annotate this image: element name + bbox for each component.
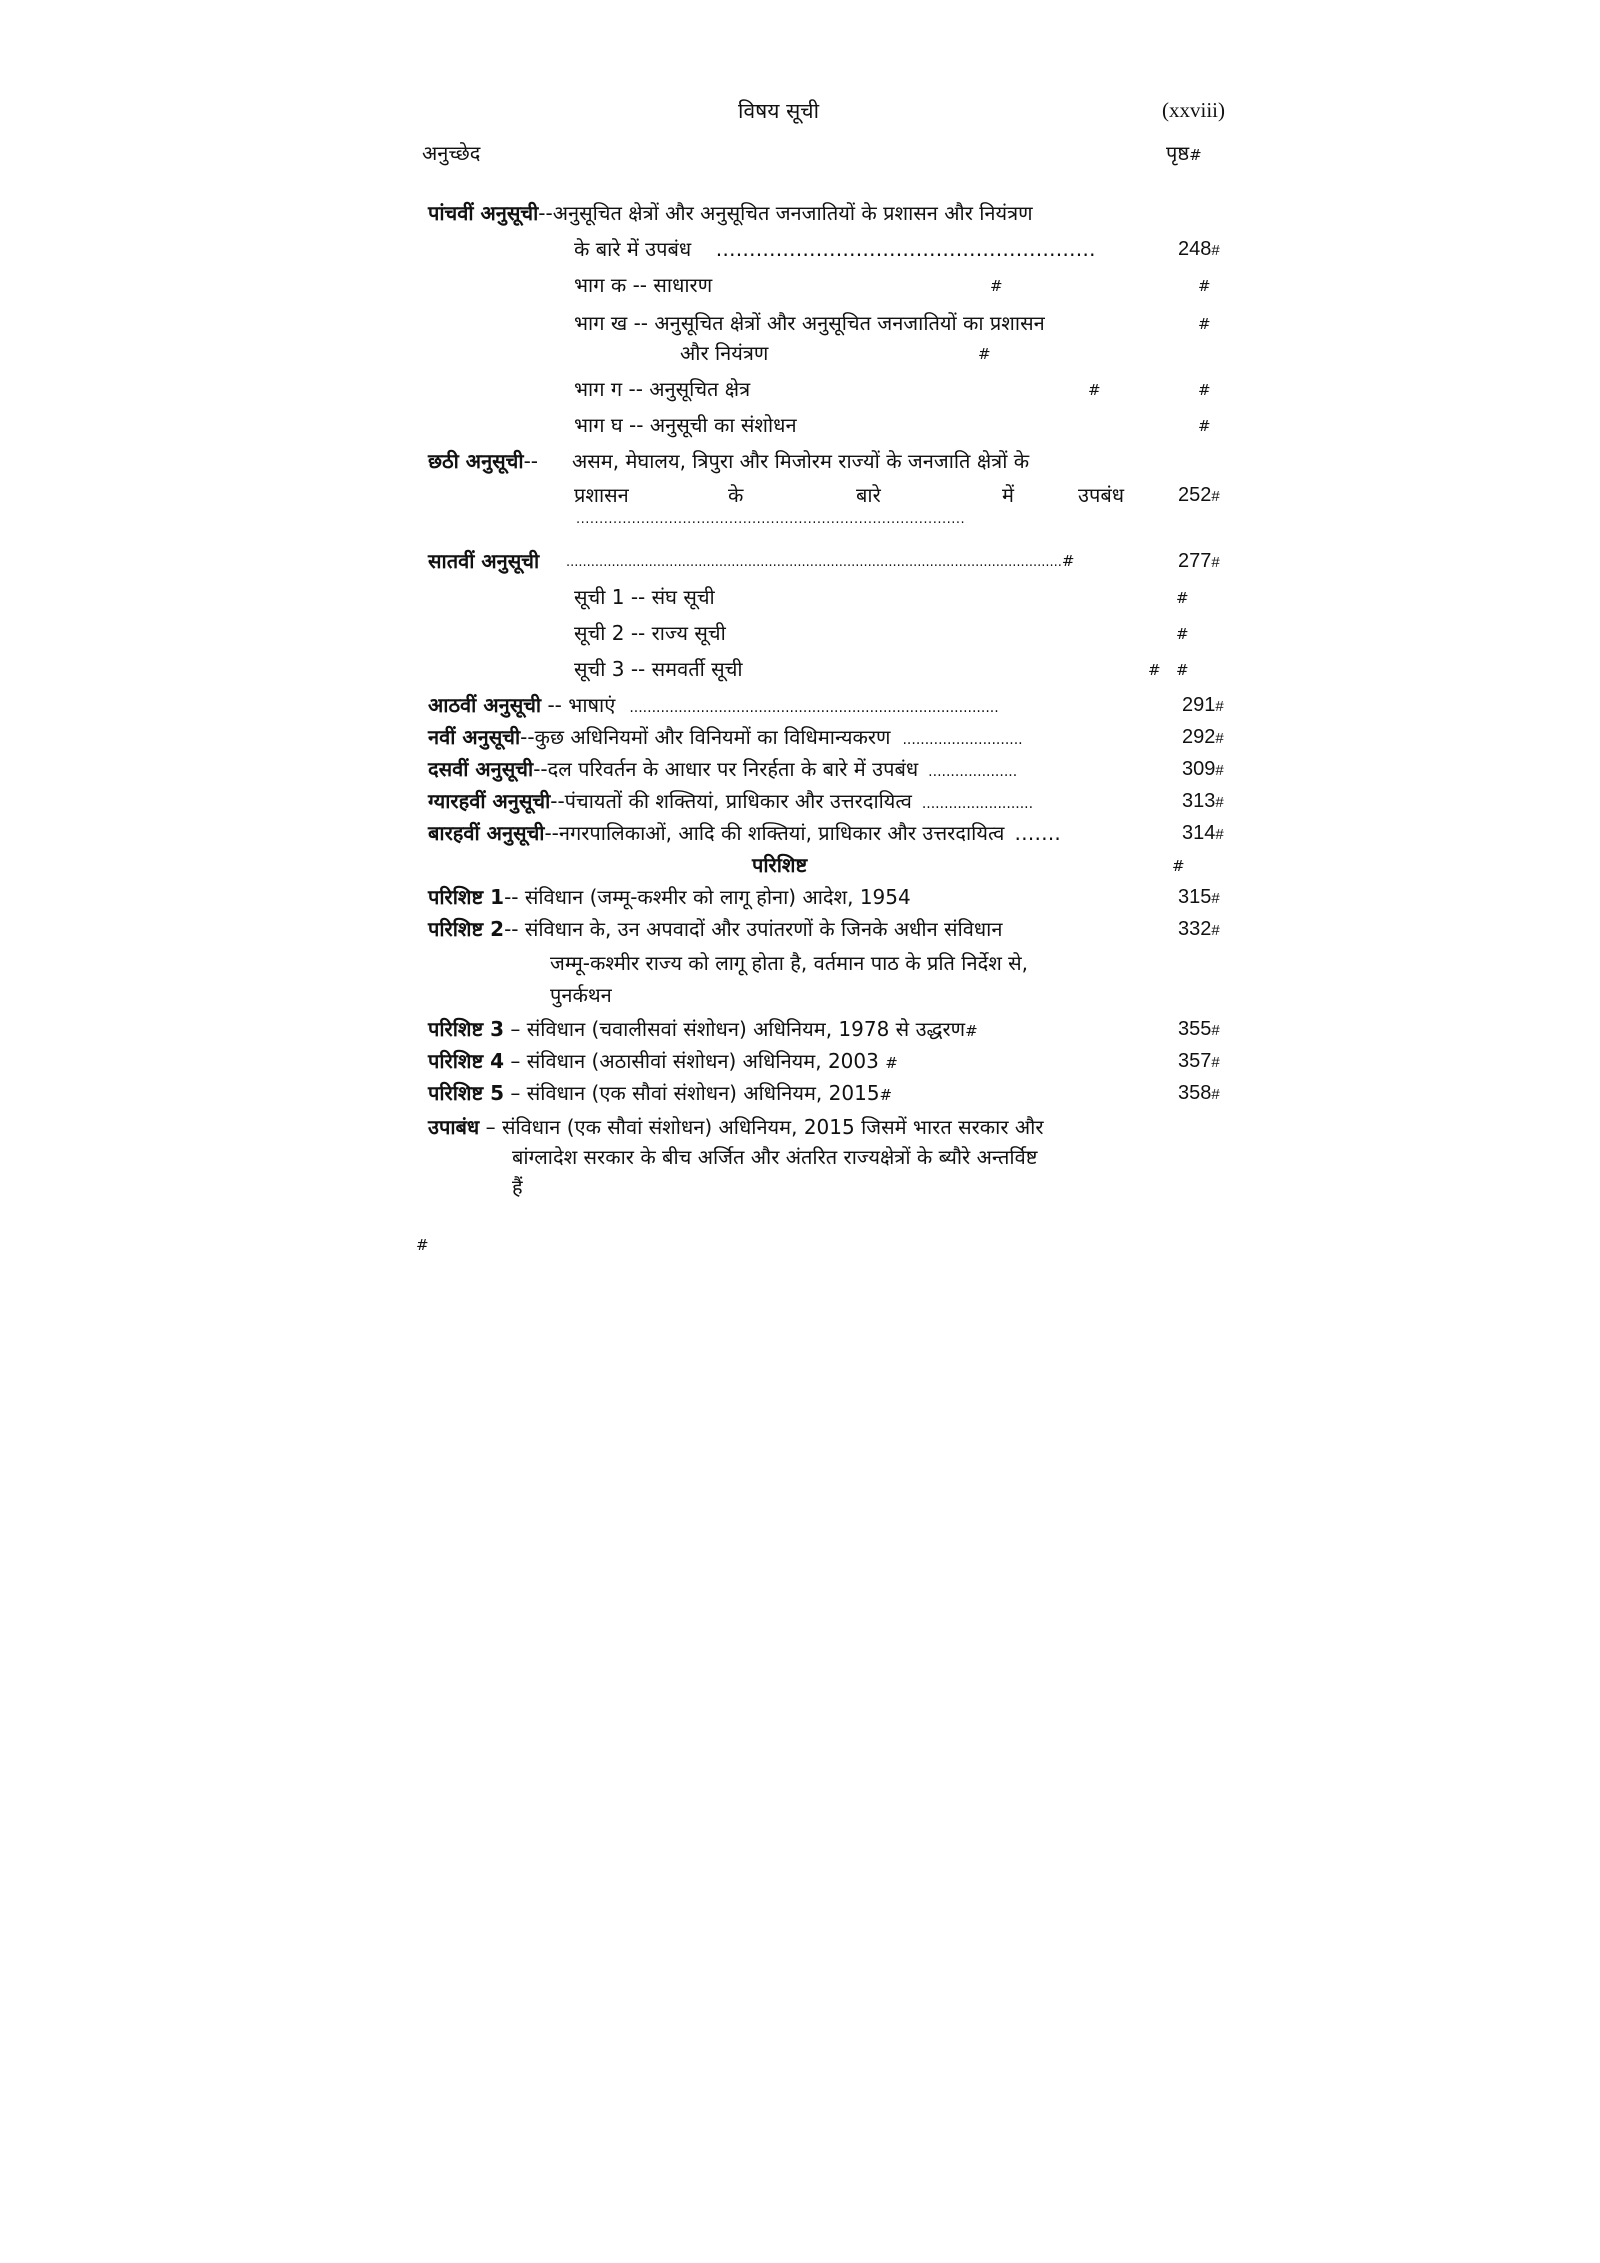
concurrent-list-hash-a: #	[1148, 661, 1161, 679]
eleventh-schedule-label: ग्यारहवीं अनुसूची	[428, 789, 551, 813]
part-d-label: भाग घ -- अनुसूची का संशोधन	[574, 413, 797, 437]
twelfth-schedule-page-hash: #	[1215, 826, 1224, 843]
appendix-3-page-hash: #	[1211, 1022, 1220, 1039]
appendix-2-page-number: 332	[1178, 918, 1212, 940]
appendix-heading-hash: #	[1172, 857, 1185, 875]
footer-hash: #	[416, 1236, 429, 1254]
appendix-5-label: परिशिष्ट 5	[428, 1081, 505, 1105]
eleventh-schedule-dots: .........................	[921, 796, 1034, 812]
sixth-schedule-title	[428, 448, 538, 474]
column-header-page-label: पृष्ठ	[1166, 141, 1190, 165]
fifth-schedule-page	[1178, 238, 1220, 261]
ninth-schedule-entry	[428, 724, 1023, 753]
tenth-schedule-text: --दल परिवर्तन के आधार पर निरर्हता के बारे में उपबंध	[533, 757, 919, 781]
appendix-5-entry	[428, 1080, 892, 1108]
fifth-schedule-page-number: 248	[1178, 238, 1212, 260]
appendix-3-text-hash: #	[965, 1022, 978, 1040]
eighth-schedule-dots: ...................................................................................	[629, 700, 999, 716]
part-d-hash: #	[1198, 417, 1211, 435]
annex-text: – संविधान (एक सौवां संशोधन) अधिनियम, 2015 जिसमें भारत सरकार और	[479, 1115, 1044, 1139]
eleventh-schedule-page-hash: #	[1215, 794, 1224, 811]
eighth-schedule-page	[1182, 694, 1224, 717]
part-c-hash: #	[1198, 381, 1211, 399]
ninth-schedule-label: नवीं अनुसूची	[428, 725, 521, 749]
eleventh-schedule-page-number: 313	[1182, 790, 1216, 812]
part-a-hash-mid: #	[990, 277, 1003, 295]
sixth-schedule-dots: ....................................................................................	[576, 512, 966, 527]
sixth-schedule-text: असम, मेघालय, त्रिपुरा और मिजोरम राज्यों के जनजाति क्षेत्रों के	[572, 449, 1030, 473]
eighth-schedule-page-number: 291	[1182, 694, 1216, 716]
ninth-schedule-dots: ...........................	[902, 732, 1023, 748]
seventh-schedule-page-hash: #	[1211, 554, 1220, 571]
tenth-schedule-page-number: 309	[1182, 758, 1216, 780]
sixth-schedule-label: छठी अनुसूची	[428, 449, 524, 473]
sixth-schedule-word-5: उपबंध	[1078, 483, 1125, 507]
appendix-5-page-hash: #	[1211, 1086, 1220, 1103]
state-list: सूची 2 -- राज्य सूची	[574, 621, 726, 645]
part-b-hash-mid: #	[978, 345, 991, 363]
column-header-page-hash: #	[1189, 146, 1202, 164]
sixth-schedule-word-3: बारे	[856, 483, 881, 507]
fifth-schedule-dots: …………………………………………………	[715, 237, 1096, 261]
fifth-schedule-text: --अनुसूचित क्षेत्रों और अनुसूचित जनजातियों के प्रशासन और नियंत्रण	[538, 201, 1033, 225]
eleventh-schedule-entry	[428, 788, 1033, 817]
part-b-label-cont: और नियंत्रण	[680, 341, 769, 365]
appendix-4-entry	[428, 1048, 898, 1076]
appendix-2-entry	[428, 916, 1002, 942]
part-c-hash-mid: #	[1088, 381, 1101, 399]
page-title: विषय सूची	[738, 99, 820, 123]
twelfth-schedule-page-number: 314	[1182, 822, 1216, 844]
eighth-schedule-page-hash: #	[1215, 698, 1224, 715]
appendix-4-page-hash: #	[1211, 1054, 1220, 1071]
seventh-schedule-page	[1178, 550, 1220, 573]
appendix-3-text: – संविधान (चवालीसवां संशोधन) अधिनियम, 1978 से उद्धरण	[504, 1017, 966, 1041]
fifth-schedule-label: पांचवीं अनुसूची	[428, 201, 539, 225]
eighth-schedule-text: -- भाषाएं	[541, 693, 616, 717]
fifth-schedule-text-2: के बारे में उपबंध	[574, 237, 692, 261]
twelfth-schedule-text: --नगरपालिकाओं, आदि की शक्तियां, प्राधिकार और उत्तरदायित्व	[544, 821, 1005, 845]
seventh-schedule-label: सातवीं अनुसूची	[428, 549, 540, 573]
appendix-1-page-hash: #	[1211, 890, 1220, 907]
eleventh-schedule-text: --पंचायतों की शक्तियां, प्राधिकार और उत्तरदायित्व	[550, 789, 912, 813]
appendix-4-text: – संविधान (अठासीवां संशोधन) अधिनियम, 2003	[504, 1049, 886, 1073]
twelfth-schedule-label: बारहवीं अनुसूची	[428, 821, 545, 845]
appendix-2-text-cont-2: पुनर्कथन	[550, 983, 612, 1007]
appendix-5-text: – संविधान (एक सौवां संशोधन) अधिनियम, 2015	[504, 1081, 880, 1105]
appendix-3-label: परिशिष्ट 3	[428, 1017, 505, 1041]
eleventh-schedule-page	[1182, 790, 1224, 813]
part-b-label: भाग ख -- अनुसूचित क्षेत्रों और अनुसूचित जनजातियों का प्रशासन	[574, 311, 1045, 335]
twelfth-schedule-entry	[428, 820, 1061, 846]
appendix-3-page	[1178, 1018, 1220, 1041]
appendix-4-page	[1178, 1050, 1220, 1073]
appendix-3-page-number: 355	[1178, 1018, 1212, 1040]
sixth-schedule-word-4: में	[1002, 483, 1014, 507]
appendix-5-text-hash: #	[879, 1086, 893, 1104]
twelfth-schedule-dots: …….	[1014, 821, 1061, 845]
fifth-schedule-title-cont	[574, 236, 1096, 262]
appendix-4-label: परिशिष्ट 4	[428, 1049, 505, 1073]
annex-text-cont: बांग्लादेश सरकार के बीच अर्जित और अंतरित राज्यक्षेत्रों के ब्यौरे अन्तर्विष्ट	[512, 1145, 1038, 1169]
tenth-schedule-entry	[428, 756, 1017, 785]
appendix-1-label: परिशिष्ट 1	[428, 885, 505, 909]
concurrent-list-hash-b: #	[1176, 661, 1189, 679]
sixth-schedule-page	[1178, 484, 1220, 507]
annex-text-cont-2: हैं	[512, 1175, 523, 1199]
sixth-schedule-word-1: प्रशासन	[574, 483, 629, 507]
ninth-schedule-page-hash: #	[1215, 730, 1224, 747]
annex-entry	[428, 1114, 1044, 1140]
seventh-schedule-dots-hash: #	[1061, 552, 1075, 570]
ninth-schedule-text: --कुछ अधिनियमों और विनियमों का विधिमान्यकरण	[520, 725, 891, 749]
tenth-schedule-label: दसवीं अनुसूची	[428, 757, 534, 781]
column-header-page	[1166, 140, 1202, 168]
sixth-schedule-dash: --	[523, 449, 539, 473]
tenth-schedule-page	[1182, 758, 1224, 781]
seventh-schedule-page-number: 277	[1178, 550, 1212, 572]
appendix-4-text-hash: #	[885, 1054, 898, 1072]
union-list-hash: #	[1176, 589, 1189, 607]
appendix-2-page	[1178, 918, 1220, 941]
union-list: सूची 1 -- संघ सूची	[574, 585, 715, 609]
twelfth-schedule-page	[1182, 822, 1224, 845]
appendix-2-label: परिशिष्ट 2	[428, 917, 505, 941]
annex-label: उपाबंध	[428, 1115, 480, 1139]
seventh-schedule-dots-text: ........................................................................................................................	[566, 555, 1062, 570]
part-a-label: भाग क -- साधारण	[574, 273, 713, 297]
sixth-schedule-page-hash: #	[1211, 488, 1220, 505]
appendix-2-page-hash: #	[1211, 922, 1220, 939]
appendix-3-entry	[428, 1016, 978, 1044]
fifth-schedule-title	[428, 200, 1033, 226]
sixth-schedule-page-number: 252	[1178, 484, 1212, 506]
concurrent-list: सूची 3 -- समवर्ती सूची	[574, 657, 743, 681]
appendix-heading: परिशिष्ट	[752, 853, 808, 877]
seventh-schedule-dots	[566, 552, 1074, 570]
ninth-schedule-page	[1182, 726, 1224, 749]
appendix-2-text: -- संविधान के, उन अपवादों और उपांतरणों के जिनके अधीन संविधान	[504, 917, 1003, 941]
tenth-schedule-dots: ....................	[928, 764, 1018, 780]
appendix-4-page-number: 357	[1178, 1050, 1212, 1072]
ninth-schedule-page-number: 292	[1182, 726, 1216, 748]
appendix-1-entry	[428, 884, 911, 910]
appendix-1-text: -- संविधान (जम्मू-कश्मीर को लागू होना) आदेश, 1954	[504, 885, 911, 909]
appendix-5-page-number: 358	[1178, 1082, 1212, 1104]
appendix-2-text-cont: जम्मू-कश्मीर राज्य को लागू होता है, वर्तमान पाठ के प्रति निर्देश से,	[550, 951, 1029, 975]
sixth-schedule-word-2: के	[728, 483, 744, 507]
eighth-schedule-label: आठवीं अनुसूची	[428, 693, 542, 717]
part-b-hash: #	[1198, 315, 1211, 333]
part-c-label: भाग ग -- अनुसूचित क्षेत्र	[574, 377, 751, 401]
appendix-5-page	[1178, 1082, 1220, 1105]
tenth-schedule-page-hash: #	[1215, 762, 1224, 779]
part-a-hash: #	[1198, 277, 1211, 295]
eighth-schedule-entry	[428, 692, 999, 721]
appendix-1-page-number: 315	[1178, 886, 1212, 908]
fifth-schedule-page-hash: #	[1211, 242, 1220, 259]
column-header-article: अनुच्छेद	[422, 141, 481, 165]
state-list-hash: #	[1176, 625, 1189, 643]
appendix-1-page	[1178, 886, 1220, 909]
page-marker: (xxviii)	[1162, 98, 1225, 122]
